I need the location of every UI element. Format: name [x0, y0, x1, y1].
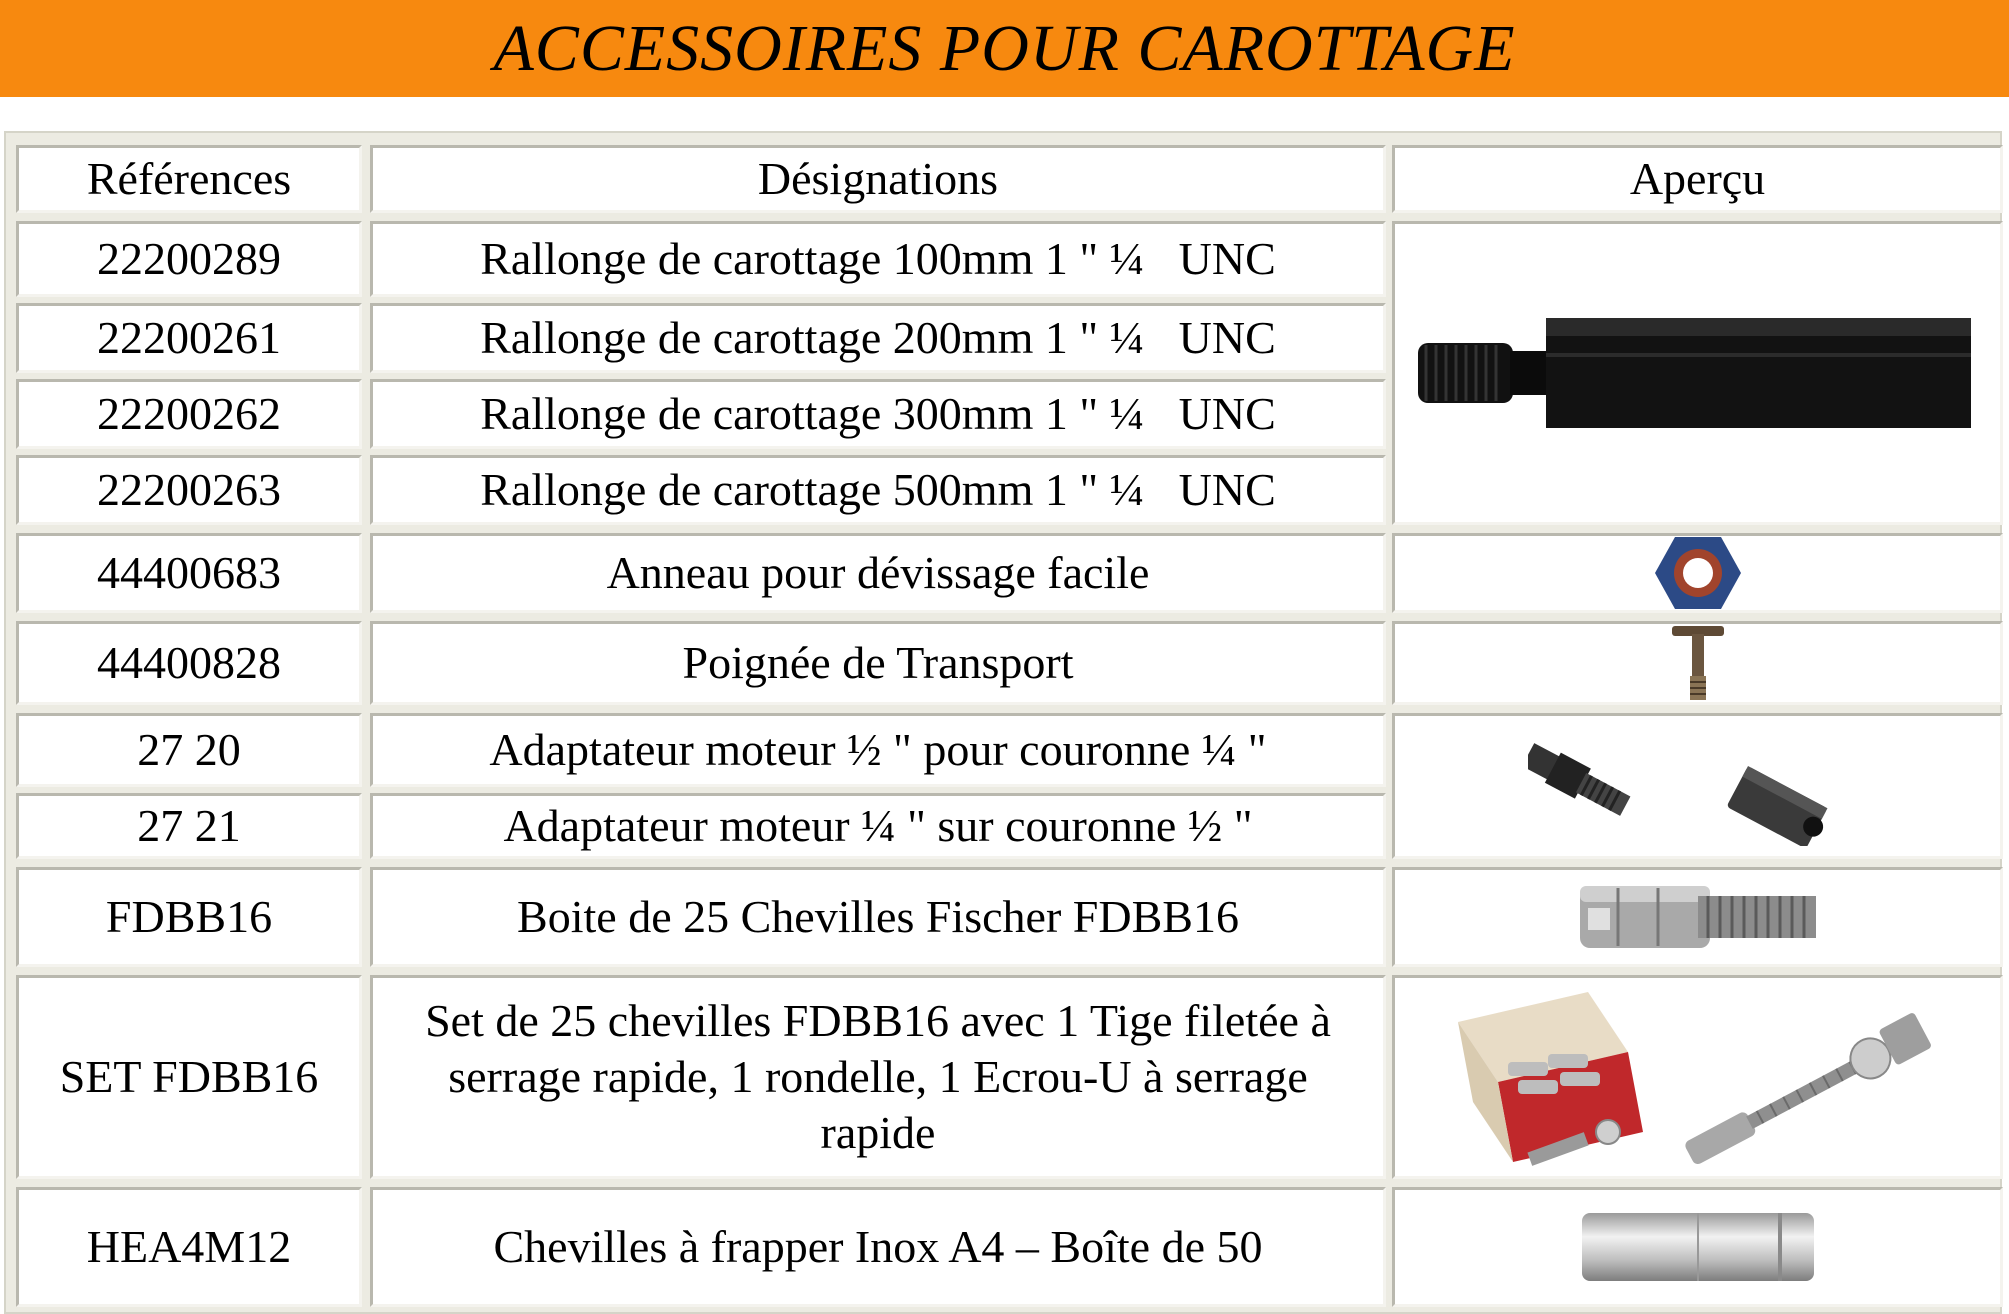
table-row-ref: 44400683 — [16, 533, 362, 613]
image-cell-anchor-set — [1392, 975, 2003, 1179]
table-row-ref: 22200289 — [16, 221, 362, 297]
table-row-designation: Anneau pour dévissage facile — [370, 533, 1386, 613]
table-row-designation: Adaptateur moteur ¼ " sur couronne ½ " — [370, 793, 1386, 859]
anchor-icon — [1578, 876, 1818, 958]
image-cell-handle — [1392, 621, 2003, 705]
table-row-designation: Set de 25 chevilles FDBB16 avec 1 Tige filetée à serrage rapide, 1 rondelle, 1 Ecrou-U à serrage rapide — [370, 975, 1386, 1179]
header-references: Références — [16, 145, 362, 213]
image-cell-adapters — [1392, 713, 2003, 859]
image-cell-drop-in-anchor — [1392, 1187, 2003, 1307]
table-row-ref: 22200262 — [16, 379, 362, 449]
title-banner — [0, 0, 2009, 97]
table-row-designation: Chevilles à frapper Inox A4 – Boîte de 50 — [370, 1187, 1386, 1307]
table-row-designation: Rallonge de carottage 500mm 1 " ¼ UNC — [370, 455, 1386, 525]
table-row-ref: 22200261 — [16, 303, 362, 373]
drop-in-anchor-icon — [1578, 1207, 1818, 1287]
extension-rod-icon — [1418, 313, 1978, 433]
products-table — [4, 131, 2002, 1314]
motor-adapter-icon — [1528, 726, 1868, 846]
page-title: ACCESSOIRES POUR CAROTTAGE — [493, 11, 1516, 85]
table-row-designation: Rallonge de carottage 300mm 1 " ¼ UNC — [370, 379, 1386, 449]
table-row-designation: Adaptateur moteur ½ " pour couronne ¼ " — [370, 713, 1386, 787]
table-row-ref: FDBB16 — [16, 867, 362, 967]
image-cell-extension-rod — [1392, 221, 2003, 525]
header-apercu: Aperçu — [1392, 145, 2003, 213]
image-cell-ring — [1392, 533, 2003, 613]
table-row-designation: Poignée de Transport — [370, 621, 1386, 705]
table-row-designation: Rallonge de carottage 100mm 1 " ¼ UNC — [370, 221, 1386, 297]
anchor-set-icon — [1448, 982, 1948, 1172]
table-row-ref: SET FDBB16 — [16, 975, 362, 1179]
table-row-designation: Boite de 25 Chevilles Fischer FDBB16 — [370, 867, 1386, 967]
transport-handle-icon — [1668, 624, 1728, 702]
table-row-ref: 27 21 — [16, 793, 362, 859]
table-row-ref: 27 20 — [16, 713, 362, 787]
image-cell-anchor — [1392, 867, 2003, 967]
table-row-ref: 44400828 — [16, 621, 362, 705]
table-row-ref: HEA4M12 — [16, 1187, 362, 1307]
table-row-ref: 22200263 — [16, 455, 362, 525]
header-designations: Désignations — [370, 145, 1386, 213]
unscrew-ring-icon — [1653, 535, 1743, 611]
table-row-designation: Rallonge de carottage 200mm 1 " ¼ UNC — [370, 303, 1386, 373]
